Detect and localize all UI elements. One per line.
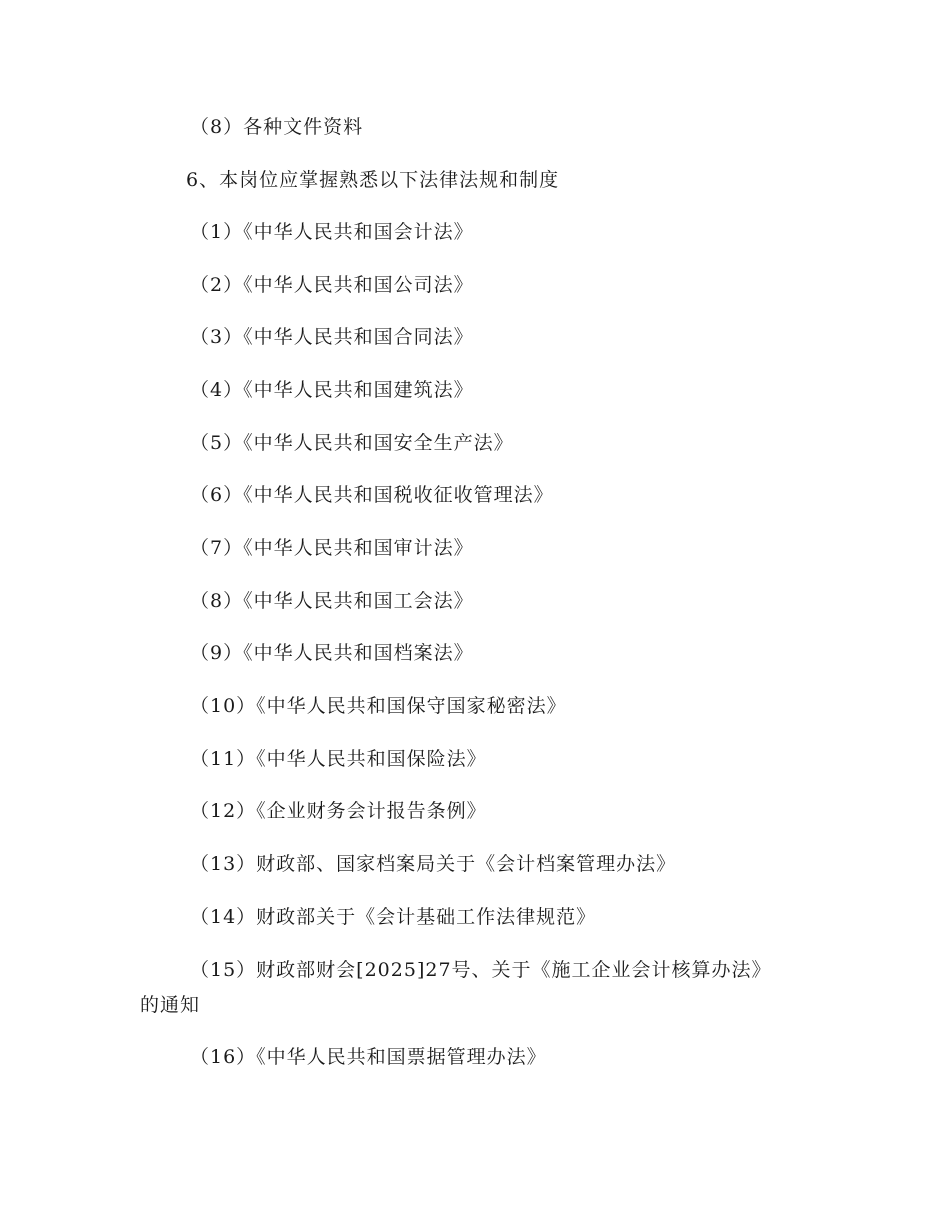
law-item-16: （16）《中华人民共和国票据管理办法》 (190, 1046, 547, 1068)
law-item-11: （11）《中华人民共和国保险法》 (190, 748, 487, 770)
list-item-prev-8: （8）各种文件资料 (190, 116, 364, 138)
law-item-7: （7）《中华人民共和国审计法》 (190, 537, 474, 559)
law-item-4: （4）《中华人民共和国建筑法》 (190, 379, 474, 401)
law-item-2: （2）《中华人民共和国公司法》 (190, 274, 474, 296)
law-item-15: （15）财政部财会[2025]27号、关于《施工企业会计核算办法》 (190, 959, 772, 981)
law-item-5: （5）《中华人民共和国安全生产法》 (190, 432, 514, 454)
law-item-9: （9）《中华人民共和国档案法》 (190, 642, 474, 664)
law-item-8: （8）《中华人民共和国工会法》 (190, 590, 474, 612)
law-item-12: （12）《企业财务会计报告条例》 (190, 800, 487, 822)
law-item-6: （6）《中华人民共和国税收征收管理法》 (190, 484, 554, 506)
law-item-1: （1）《中华人民共和国会计法》 (190, 221, 474, 243)
section-6-heading: 6、本岗位应掌握熟悉以下法律法规和制度 (186, 169, 560, 191)
law-item-15-continuation: 的通知 (140, 994, 201, 1016)
law-item-13: （13）财政部、国家档案局关于《会计档案管理办法》 (190, 853, 677, 875)
law-item-10: （10）《中华人民共和国保守国家秘密法》 (190, 695, 567, 717)
law-item-14: （14）财政部关于《会计基础工作法律规范》 (190, 906, 597, 928)
law-item-3: （3）《中华人民共和国合同法》 (190, 326, 474, 348)
